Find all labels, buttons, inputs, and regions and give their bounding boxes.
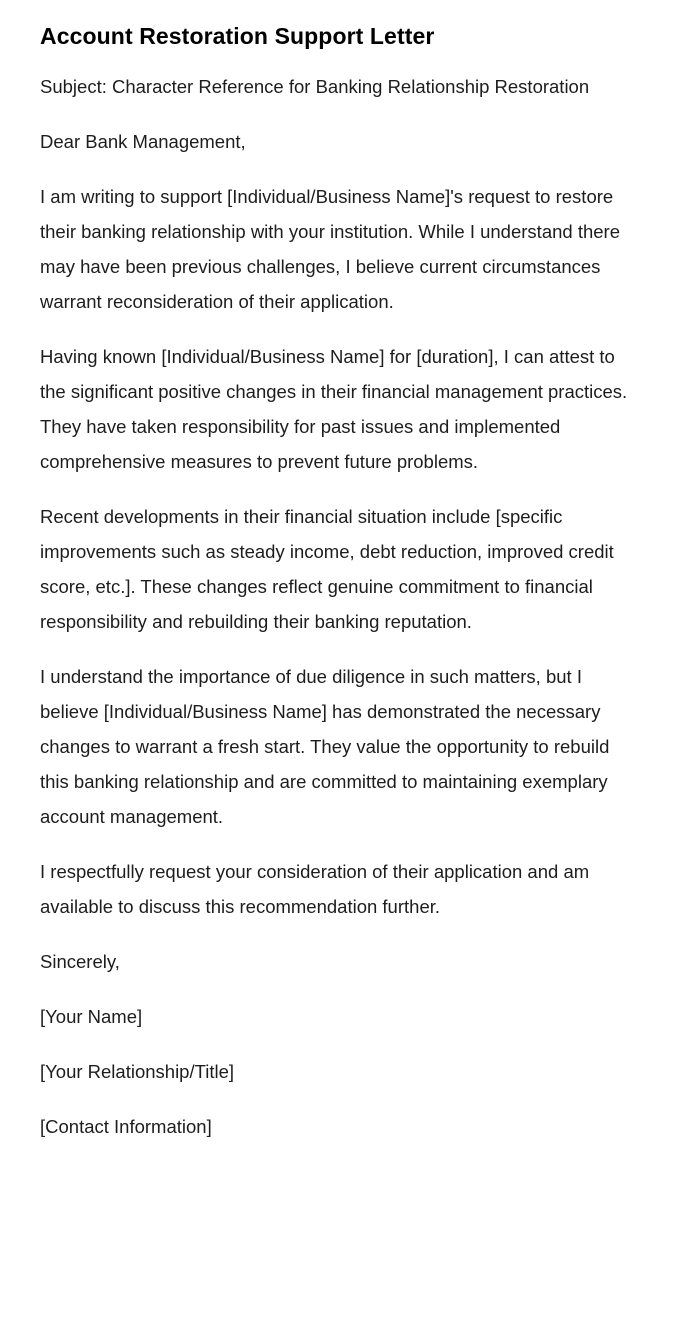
body-paragraph-1: I am writing to support [Individual/Business Name]'s request to restore their banking relationship with your institution. While I understand there may have been previous challenges, I believe current circumstances warrant reconsideration of their application.	[40, 186, 620, 312]
signature-name-placeholder: [Your Name]	[40, 1006, 143, 1027]
salutation: Dear Bank Management,	[40, 131, 246, 152]
body-paragraph-4: I understand the importance of due diligence in such matters, but I believe [Individual/Business Name] has demonstrated the necessary changes to warrant a fresh start. They value the opportunity to rebuild this banking relationship and are committed to maintaining exemplary account management.	[40, 666, 610, 827]
body-paragraph-3: Recent developments in their financial situation include [specific improvements such as steady income, debt reduction, improved credit score, etc.]. These changes reflect genuine commitment to financial responsibility and rebuilding their banking reputation.	[40, 506, 614, 632]
contact-info-placeholder: [Contact Information]	[40, 1116, 212, 1137]
body-paragraph-2: Having known [Individual/Business Name] for [duration], I can attest to the significant positive changes in their financial management practices. They have taken responsibility for past issues and implemented comprehensive measures to prevent future problems.	[40, 346, 628, 472]
signature-title-placeholder: [Your Relationship/Title]	[40, 1061, 235, 1082]
signoff: Sincerely,	[40, 951, 120, 972]
subject-line: Subject: Character Reference for Banking Relationship Restoration	[40, 76, 590, 97]
page-title: Account Restoration Support Letter	[40, 23, 435, 49]
body-paragraph-5: I respectfully request your consideration of their application and am available to discuss this recommendation further.	[40, 861, 590, 917]
